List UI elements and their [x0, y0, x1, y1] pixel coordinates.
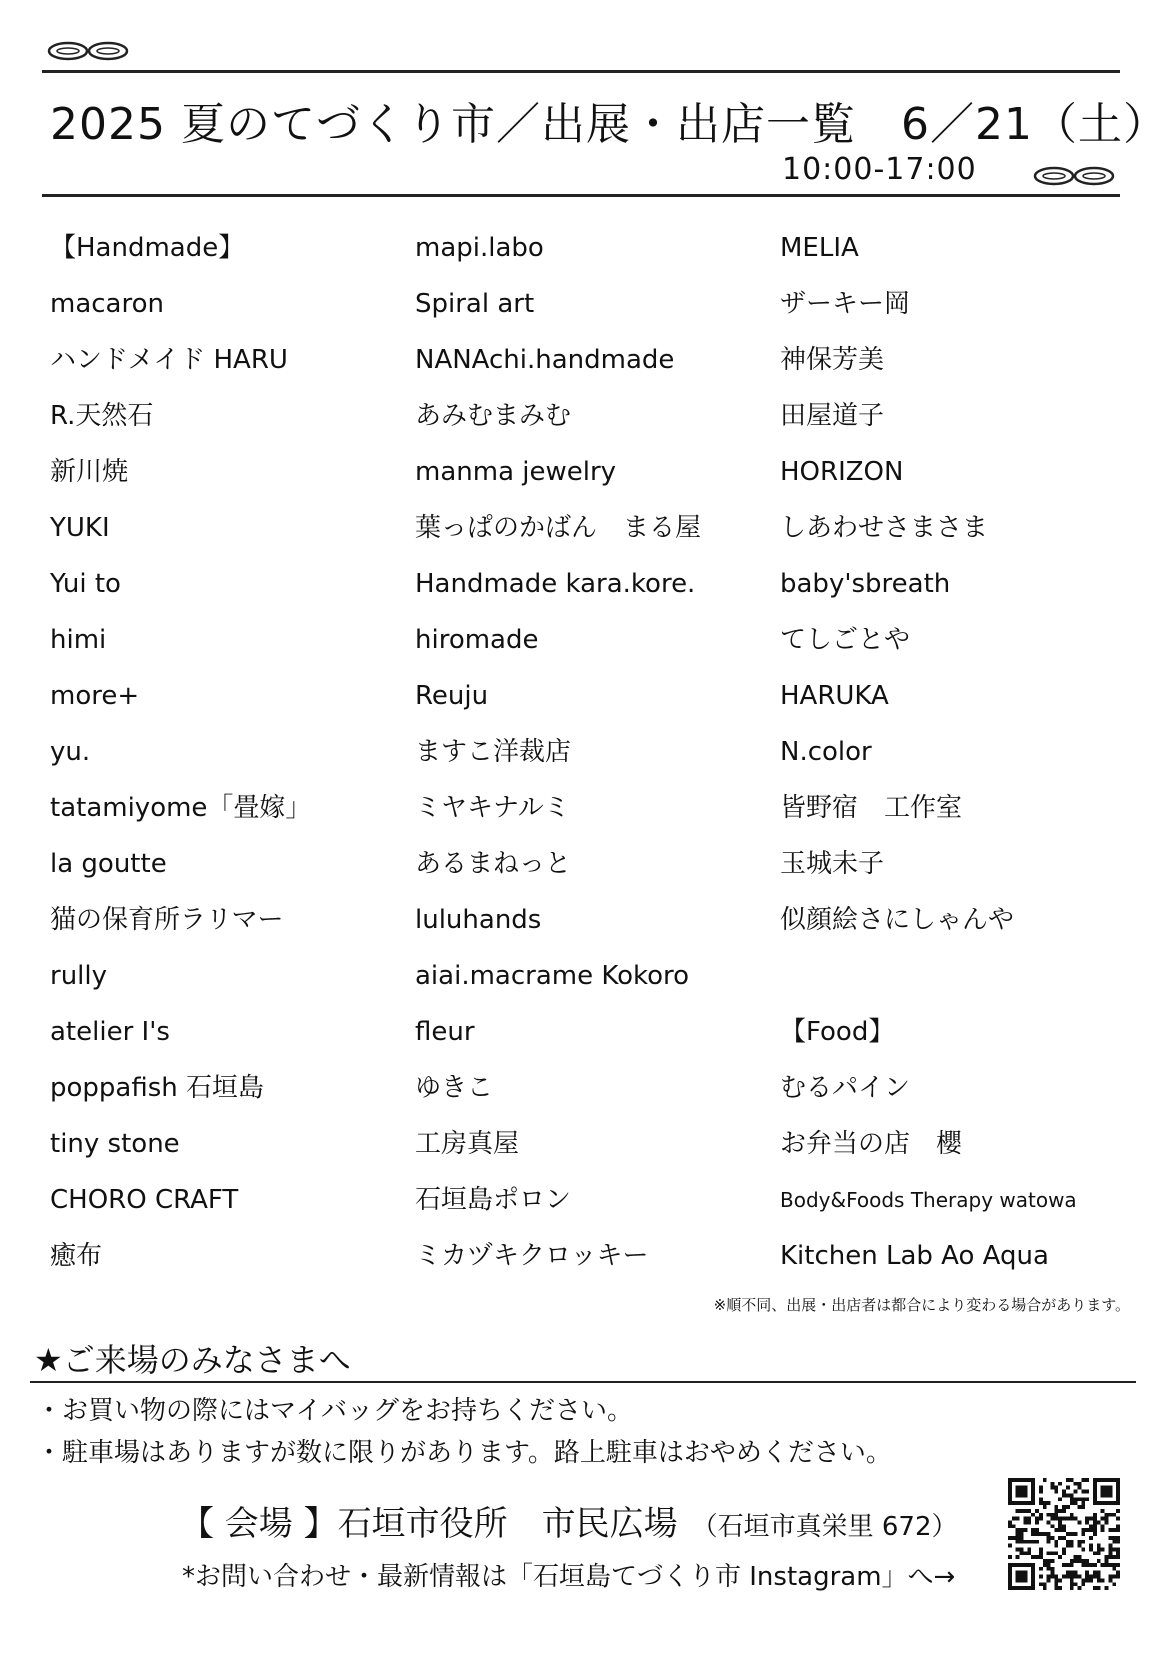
visitor-notice-heading: ★ご来場のみなさまへ [34, 1341, 351, 1379]
exhibitor-item: CHORO CRAFT [50, 1185, 239, 1215]
exhibitor-item: manma jewelry [415, 457, 617, 487]
exhibitor-item: Body&Foods Therapy watowa [780, 1188, 1077, 1212]
exhibitor-item: fleur [415, 1017, 475, 1047]
notice-rule [30, 1381, 1136, 1383]
exhibitor-item: ミカヅキクロッキー [415, 1241, 649, 1271]
exhibitor-item: mapi.labo [415, 233, 544, 263]
exhibitor-item: more+ [50, 681, 140, 711]
notice-line-bag: ・お買い物の際にはマイバッグをお持ちください。 [36, 1396, 633, 1426]
exhibitor-item: R.天然石 [50, 401, 154, 431]
header-top-rule [42, 70, 1120, 73]
exhibitor-item: HARUKA [780, 681, 889, 711]
exhibitor-item: hiromade [415, 625, 539, 655]
exhibitor-item: luluhands [415, 905, 542, 935]
exhibitor-item: NANAchi.handmade [415, 345, 675, 375]
qr-code-icon[interactable] [1008, 1478, 1120, 1590]
exhibitor-item: 工房真屋 [415, 1129, 520, 1159]
exhibitor-item: 新川焼 [50, 457, 129, 487]
exhibitor-item: Reuju [415, 681, 489, 711]
exhibitor-item: ハンドメイド HARU [50, 345, 288, 375]
exhibitor-item: 玉城未子 [780, 849, 885, 879]
exhibitor-item: あるまねっと [415, 849, 572, 879]
exhibitor-column-2 [415, 228, 701, 1292]
exhibitor-item: macaron [50, 289, 164, 319]
exhibitor-item: 似顔絵さにしゃんや [780, 905, 1015, 935]
exhibitor-column-1 [50, 228, 311, 1292]
exhibitor-item: ゆきこ [415, 1073, 494, 1103]
exhibitor-item: MELIA [780, 233, 859, 263]
exhibitor-item: 神保芳美 [780, 345, 885, 375]
exhibitor-item: baby'sbreath [780, 569, 951, 599]
exhibitor-item: yu. [50, 737, 91, 767]
exhibitor-item: お弁当の店 櫻 [780, 1129, 963, 1159]
exhibitor-item: 【Food】 [780, 1017, 895, 1047]
contact-info: *お問い合わせ・最新情報は「石垣島てづくり市 Instagram」へ→ [182, 1562, 956, 1592]
exhibitor-item: Spiral art [415, 289, 535, 319]
exhibitor-item: HORIZON [780, 457, 904, 487]
header-bottom-rule [42, 194, 1120, 197]
ribbon-ornament-top-left [46, 38, 130, 64]
event-time: 10:00-17:00 [782, 152, 977, 187]
venue-label: 【 会場 】石垣市役所 市民広場 [180, 1504, 678, 1544]
exhibitor-item: 猫の保育所ラリマー [50, 905, 284, 935]
exhibitor-item: Yui to [50, 569, 121, 599]
exhibitor-item: himi [50, 625, 107, 655]
exhibitor-item: Kitchen Lab Ao Aqua [780, 1241, 1049, 1271]
exhibitor-item: 葉っぱのかばん まる屋 [415, 513, 702, 543]
exhibitor-item: ミヤキナルミ [415, 793, 570, 823]
exhibitor-item: 田屋道子 [780, 401, 885, 431]
exhibitor-item: tiny stone [50, 1129, 180, 1159]
notice-line-parking: ・駐車場はありますが数に限りがあります。路上駐車はおやめください。 [36, 1438, 892, 1468]
page-title: 2025 夏のてづくり市／出展・出店一覧 6／21（土） [50, 99, 1168, 150]
exhibitor-item: YUKI [50, 513, 110, 543]
exhibitor-item: ますこ洋裁店 [415, 737, 572, 767]
exhibitor-item: atelier I's [50, 1017, 170, 1047]
exhibitor-item: Handmade kara.kore. [415, 569, 696, 599]
exhibitor-item: しあわせさまさま [780, 513, 989, 543]
ribbon-ornament-top-right [1032, 163, 1116, 189]
exhibitor-item: 石垣島ポロン [415, 1185, 572, 1215]
exhibitor-item: la goutte [50, 849, 167, 879]
venue-info [180, 1496, 958, 1545]
exhibitor-item [780, 956, 1077, 1012]
exhibitor-item: むるパイン [780, 1073, 911, 1103]
exhibitor-item: ザーキー岡 [780, 289, 911, 319]
venue-address: （石垣市真栄里 672） [691, 1512, 958, 1542]
exhibitor-item: aiai.macrame Kokoro [415, 961, 690, 991]
exhibitor-item: poppafish 石垣島 [50, 1073, 265, 1103]
exhibitor-item: あみむまみむ [415, 401, 572, 431]
exhibitor-item: 【Handmade】 [50, 233, 245, 263]
exhibitor-item: 癒布 [50, 1241, 103, 1271]
exhibitor-item: てしごとや [780, 625, 911, 655]
exhibitor-column-3 [780, 228, 1077, 1292]
exhibitor-item: N.color [780, 737, 872, 767]
exhibitor-item: tatamiyome「畳嫁」 [50, 793, 312, 823]
exhibitor-item: 皆野宿 工作室 [780, 793, 963, 823]
order-note: ※順不同、出展・出店者は都合により変わる場合があります。 [713, 1296, 1130, 1314]
exhibitor-item: rully [50, 961, 108, 991]
